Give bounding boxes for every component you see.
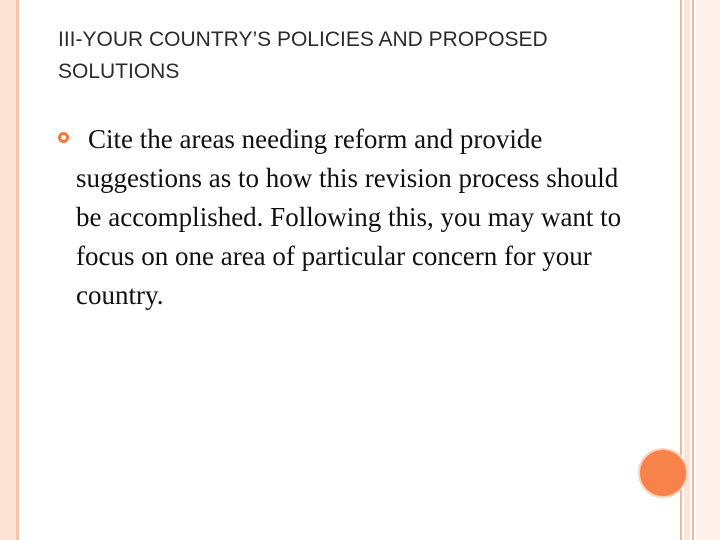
decorative-circle: [640, 450, 686, 496]
bullet-item: [54, 120, 644, 315]
right-border-fill: [696, 0, 720, 540]
right-border-line-inner: [692, 0, 694, 540]
circle-bullet-icon: [58, 132, 69, 143]
left-border-band: [0, 0, 16, 540]
left-border-line: [16, 0, 19, 540]
bullet-text: Cite the areas needing reform and provide suggestions as to how this revision process should be accomplished. Following this, you may want to focus on one area of particular concern for your country.: [76, 124, 622, 310]
slide-title: III-YOUR COUNTRY’S POLICIES AND PROPOSED SOLUTIONS: [58, 28, 548, 83]
right-border-band: [684, 0, 690, 540]
